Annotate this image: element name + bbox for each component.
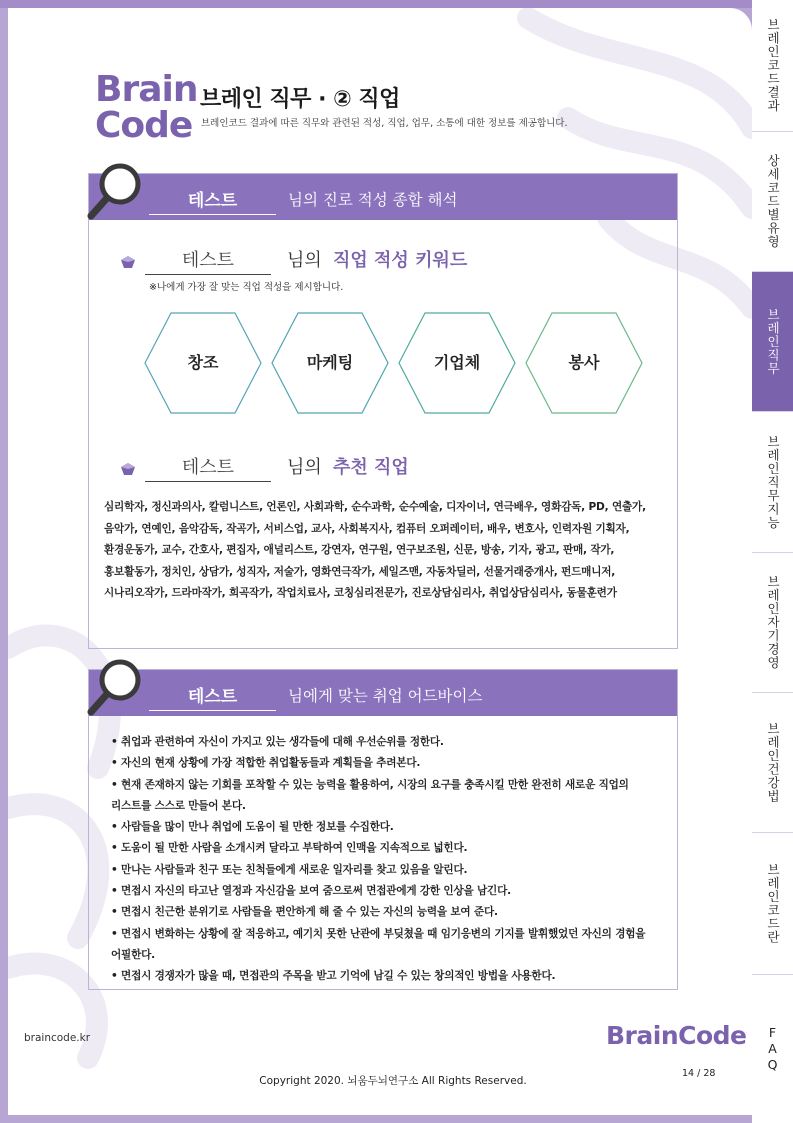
- tab-brain-self-management[interactable]: [752, 553, 793, 693]
- keyword-hexagon: [270, 309, 390, 417]
- tab-label: 브레인코드결과: [765, 18, 781, 113]
- keyword-hexagon: [397, 309, 517, 417]
- keyword-user-name: 테스트: [145, 246, 271, 275]
- section-title: 님의 진로 적성 종합 해석: [288, 191, 458, 209]
- diamond-bullet-icon: [121, 256, 135, 268]
- advice-list: [111, 732, 661, 988]
- user-name: 테스트: [149, 682, 276, 711]
- tab-label: 브레인직무지능: [765, 434, 781, 530]
- section-header: [89, 670, 677, 716]
- keyword-hexagon: [143, 309, 263, 417]
- footer-url[interactable]: braincode.kr: [24, 1032, 91, 1044]
- advice-item: • 면접시 변화하는 상황에 잘 적응하고, 예기치 못한 난관에 부딪쳤을 때 임기응변의 기지를 발휘했었던 자신의 경험을: [111, 927, 646, 940]
- tab-brain-health[interactable]: [752, 693, 793, 833]
- logo-line-brain: Brain: [95, 69, 198, 110]
- tab-label: 상세코드별유형: [765, 154, 781, 249]
- advice-item: 리스트를 스스로 만들어 본다.: [111, 799, 246, 812]
- keyword-hexagon: [524, 309, 644, 417]
- jobs-nim: 님의: [287, 457, 322, 478]
- tab-label: 브레인코드란: [765, 863, 781, 944]
- advice-item: • 면접시 경쟁자가 많을 때, 면접관의 주목을 받고 기억에 남길 수 있는 창의적인 방법을 사용한다.: [111, 970, 556, 983]
- keyword-heading-label: 직업 적성 키워드: [333, 250, 468, 271]
- tab-brain-job-intelligence[interactable]: [752, 412, 793, 553]
- keyword-label: 봉사: [568, 353, 600, 372]
- advice-item: • 자신의 현재 상황에 가장 적합한 취업활동들과 계획들을 추려본다.: [111, 757, 421, 770]
- top-frame: [0, 0, 793, 8]
- footer-logo: BrainCode: [606, 1021, 747, 1050]
- braincode-logo: [95, 69, 198, 146]
- recommended-jobs-list: [104, 497, 664, 605]
- tab-brain-job[interactable]: [752, 272, 793, 412]
- advice-item: 어필한다.: [111, 948, 155, 961]
- jobs-line: 심리학자, 정신과의사, 칼럼니스트, 언론인, 사회과학, 순수과학, 순수예술, 디자이너, 연극배우, 영화감독, PD, 연출가,: [104, 501, 646, 513]
- side-tab-nav: [752, 0, 793, 1123]
- advice-item: • 현재 존재하지 않는 기회를 포착할 수 있는 능력을 활용하여, 시장의 요구를 충족시킬 만한 완전히 새로운 직업의: [111, 778, 629, 791]
- advice-item: • 만나는 사람들과 친구 또는 친척들에게 새로운 일자리를 찾고 있음을 알린다.: [111, 863, 468, 876]
- jobs-line: 홍보활동가, 정치인, 상담가, 성직자, 저술가, 영화연극작가, 세일즈맨, 자동차딜러, 선물거래중개사, 펀드매니저,: [104, 565, 616, 578]
- tab-label: 브레인직무: [765, 307, 781, 376]
- keyword-nim: 님의: [287, 250, 322, 271]
- keyword-note: ※나에게 가장 잘 맞는 직업 적성을 제시합니다.: [149, 282, 344, 293]
- jobs-user-name: 테스트: [145, 453, 271, 482]
- tab-label: 브레인자기경영: [765, 575, 781, 670]
- copyright: Copyright 2020. 뇌움두뇌연구소 All Rights Reserved.: [259, 1075, 527, 1087]
- section-title: 님에게 맞는 취업 어드바이스: [288, 687, 483, 705]
- keyword-label: 창조: [187, 353, 219, 372]
- advice-item: • 취업과 관련하여 자신이 가지고 있는 생각들에 대해 우선순위를 정한다.: [111, 736, 444, 748]
- jobs-heading-label: 추천 직업: [333, 457, 409, 478]
- magnifier-icon: [85, 658, 145, 720]
- page-title: 브레인 직무 · ② 직업: [200, 87, 400, 112]
- document-page: [8, 8, 752, 1115]
- tab-label: 브레인건강법: [765, 722, 781, 803]
- advice-item: • 면접시 친근한 분위기로 사람들을 편안하게 해 줄 수 있는 자신의 능력을 보여 준다.: [111, 906, 498, 919]
- jobs-line: 음악가, 연예인, 음악감독, 작곡가, 서비스업, 교사, 사회복지사, 컴퓨터 오퍼레이터, 배우, 변호사, 인력자원 기획자,: [104, 522, 630, 535]
- advice-item: • 사람들을 많이 만나 취업에 도움이 될 만한 정보를 수집한다.: [111, 821, 394, 834]
- career-aptitude-section: [88, 173, 678, 649]
- page-subtitle: 브레인코드 결과에 따른 직무와 관련된 적성, 직업, 업무, 소통에 대한 정보를 제공합니다.: [201, 118, 568, 129]
- page-number: 14 / 28: [682, 1068, 716, 1079]
- jobs-line: 환경운동가, 교수, 간호사, 편집자, 애널리스트, 강연자, 연구원, 연구보조원, 신문, 방송, 기자, 광고, 판매, 작가,: [104, 544, 615, 556]
- left-frame: [0, 0, 8, 1123]
- tab-detail-code-type[interactable]: [752, 132, 793, 272]
- logo-line-code: Code: [95, 105, 193, 146]
- tab-what-is-braincode[interactable]: [752, 833, 793, 975]
- diamond-bullet-icon: [121, 463, 135, 475]
- user-name: 테스트: [149, 186, 276, 215]
- keyword-label: 기업체: [433, 353, 481, 372]
- employment-advice-section: [88, 669, 678, 990]
- keyword-label: 마케팅: [306, 353, 354, 372]
- jobs-line: 시나리오작가, 드라마작가, 희곡작가, 작업치료사, 코칭심리전문가, 진로상담심리사, 취업상담심리사, 동물훈련가: [104, 587, 617, 599]
- advice-item: • 도움이 될 만한 사람을 소개시켜 달라고 부탁하여 인맥을 지속적으로 넓힌다.: [111, 842, 468, 855]
- tab-faq[interactable]: [752, 975, 793, 1123]
- section-header: [89, 174, 677, 220]
- tab-label: FAQ: [765, 1025, 780, 1073]
- advice-item: • 면접시 자신의 타고난 열정과 자신감을 보여 줌으로써 면접관에게 강한 인상을 남긴다.: [111, 885, 511, 898]
- tab-braincode-result[interactable]: [752, 0, 793, 132]
- magnifier-icon: [85, 162, 145, 224]
